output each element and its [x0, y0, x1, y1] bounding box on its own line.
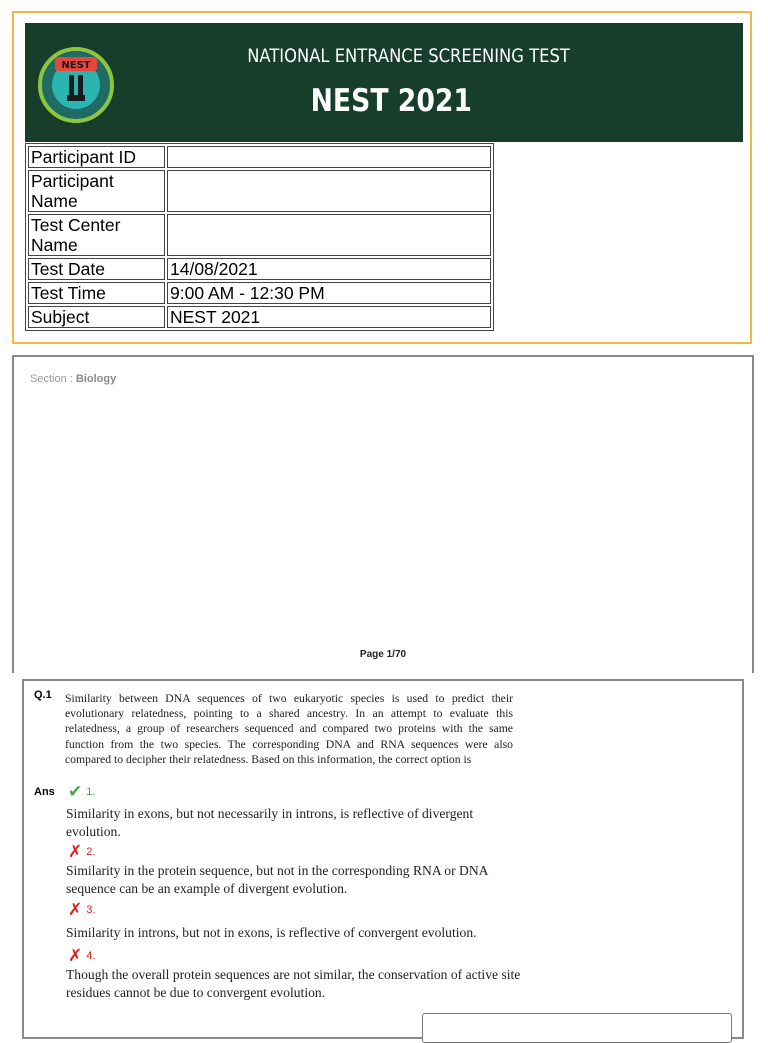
section-prefix: Section : [30, 373, 76, 385]
info-value [167, 170, 491, 212]
option-number: 4. [86, 950, 96, 962]
option-4-marker [68, 946, 96, 965]
table-row [28, 282, 491, 304]
table-row [28, 214, 491, 256]
info-label: Test Center Name [28, 214, 165, 256]
option-3-text: Similarity in introns, but not in exons, is reflective of convergent evolution. [66, 925, 477, 940]
info-label: Test Time [28, 282, 165, 304]
info-label: Subject [28, 306, 165, 328]
question-number: Q.1 [34, 689, 52, 701]
info-label: Test Date [28, 258, 165, 280]
nest-logo-icon [33, 31, 119, 139]
option-3-marker [68, 900, 96, 919]
section-name: Biology [75, 373, 117, 385]
check-icon: ✔ [68, 782, 83, 801]
table-row [28, 258, 491, 280]
cross-icon: ✗ [68, 900, 83, 919]
participant-info-table [25, 143, 494, 331]
info-value: NEST 2021 [167, 306, 491, 328]
info-value: 14/08/2021 [167, 258, 491, 280]
question-card [22, 679, 744, 1039]
page-number: Page 1/70 [359, 649, 407, 660]
section-label [30, 373, 116, 385]
info-label: Participant Name [28, 170, 165, 212]
cross-icon: ✗ [68, 946, 83, 965]
info-value [167, 146, 491, 168]
banner-subtitle: NEST 2021 [310, 83, 472, 119]
info-value [167, 214, 491, 256]
option-2-text: Similarity in the protein sequence, but not in the corresponding RNA or DNA sequence can be an example of divergent evolution. [66, 863, 488, 896]
option-number: 3. [86, 904, 96, 916]
option-1-text: Similarity in exons, but not necessarily in introns, is reflective of divergent evolution. [66, 806, 474, 839]
info-value: 9:00 AM - 12:30 PM [167, 282, 491, 304]
option-1-marker [68, 782, 96, 801]
question-meta-box [422, 1013, 732, 1043]
logo-abbr: NEST [61, 60, 91, 71]
cross-icon: ✗ [68, 842, 83, 861]
table-row [28, 146, 491, 168]
question-text: Similarity between DNA sequences of two eukaryotic species is used to predict their evolutionary relatedness, pointing to a shared ancestry. In an attempt to evaluate this relatedness, a group of researchers sequenced and compared two proteins with the same function from the two species. The corresponding DNA and RNA sequences were also compared to decipher their relatedness. Based on this information, the correct option is [65, 692, 513, 766]
table-row [28, 170, 491, 212]
option-4-text: Though the overall protein sequences are not similar, the conservation of active site residues cannot be due to convergent evolution. [66, 967, 521, 1000]
banner-title: NATIONAL ENTRANCE SCREENING TEST [247, 45, 570, 67]
answer-label: Ans [34, 786, 55, 798]
info-label: Participant ID [28, 146, 165, 168]
table-row [28, 306, 491, 328]
option-number: 1. [86, 786, 96, 798]
option-number: 2. [86, 846, 96, 858]
header-banner [25, 23, 743, 142]
option-2-marker [68, 842, 96, 861]
section-card [12, 355, 754, 673]
header-card [12, 11, 752, 344]
